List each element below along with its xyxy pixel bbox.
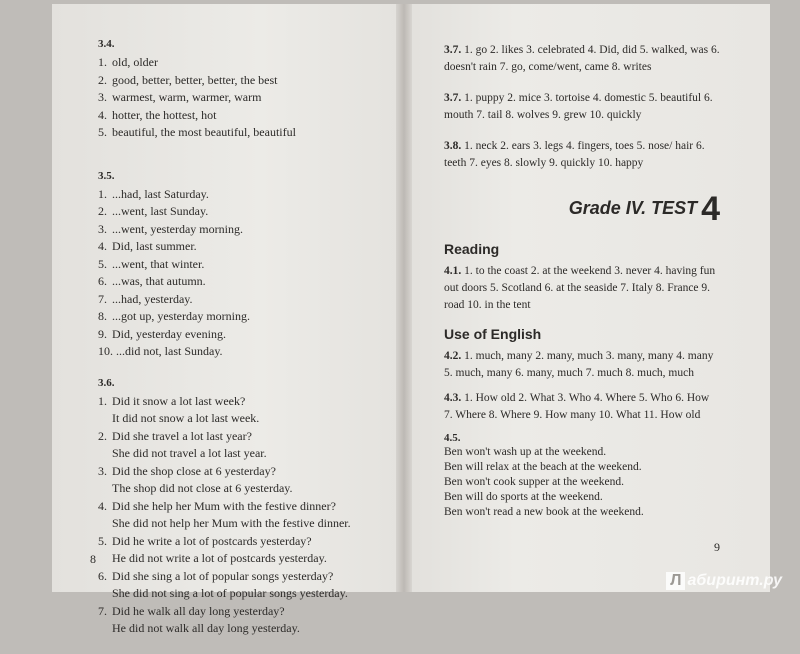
item-number: 3. [98,90,107,104]
item-number: 1. [98,186,107,201]
item-text: He did not write a lot of postcards yesterday. [112,551,327,565]
list-item [98,603,398,621]
item-text: Did, last summer. [112,239,197,253]
item-number: 10. [98,344,113,358]
list-item [98,480,398,498]
list-item [98,308,398,326]
item-number: 3. [98,221,107,236]
list-item [98,54,398,72]
exercise-3-4 [98,38,398,142]
exercise-4-2: 4.2. 1. much, many 2. many, much 3. many, many 4. many 5. much, many 6. many, much 7. much 8. much, much [444,350,714,379]
list-item [98,221,398,239]
item-text: ...went, that winter. [112,256,205,271]
list-item [98,326,398,344]
item-text: ...did not, last Sunday. [116,344,223,358]
exercise-3-5 [98,170,398,361]
item-text: ...got up, yesterday morning. [112,309,250,323]
item-number: 5. [98,533,107,548]
item-number: 2. [98,204,107,218]
item-text: old, older [112,55,158,69]
list-item [98,533,398,551]
list-item [98,568,398,586]
answer-line: Ben will do sports at the weekend. [444,491,603,503]
item-text: Did, yesterday evening. [112,326,226,341]
item-text: ...went, yesterday morning. [112,221,243,236]
item-text: warmest, warm, warmer, warm [112,90,262,104]
item-text: She did not travel a lot last year. [112,446,267,460]
item-number: 1. [98,393,107,408]
list-item [98,89,398,107]
list-item [98,498,398,516]
answer-list [98,186,398,361]
use-of-english-heading: Use of English [444,326,542,342]
list-item [98,393,398,411]
exercise-3-8: 3.8. 1. neck 2. ears 3. legs 4. fingers, toes 5. nose/ hair 6. teeth 7. eyes 8. slowly 9. quickly 10. happy [444,140,705,169]
item-text: hotter, the hottest, hot [112,107,217,122]
item-text: She did not sing a lot of popular songs yesterday. [112,586,348,600]
test-heading: Grade IV. TEST 4 [568,190,720,228]
answer-line: Ben will relax at the beach at the weekend. [444,461,642,473]
item-number: 4. [98,107,107,122]
exercise-3-7b: 3.7. 1. puppy 2. mice 3. tortoise 4. domestic 5. beautiful 6. mouth 7. tail 8. wolves 9. grew 10. quickly [444,92,713,121]
watermark-logo: Л абиринт.ру [666,572,782,590]
item-number: 2. [98,72,107,87]
item-number: 5. [98,125,107,139]
list-item [98,410,398,428]
exercise-4-3: 4.3. 1. How old 2. What 3. Who 4. Where 5. Who 6. How 7. Where 8. Where 9. How many 10. What 11. How old [444,392,710,421]
item-number: 3. [98,463,107,478]
item-text: beautiful, the most beautiful, beautiful [112,125,296,139]
list-item [98,343,398,361]
item-number: 2. [98,428,107,443]
item-text: ...went, last Sunday. [112,204,209,218]
item-number: 6. [98,274,107,288]
list-item [98,291,398,309]
list-item [98,72,398,90]
item-text: Did he walk all day long yesterday? [112,603,285,618]
list-item [98,124,398,142]
list-item [98,550,398,568]
item-text: ...had, yesterday. [112,291,193,306]
exercise-3-7a: 3.7. 1. go 2. likes 3. celebrated 4. Did, did 5. walked, was 6. doesn't rain 7. go, come/went, came 8. writes [444,44,720,73]
answer-list [98,393,398,638]
item-number: 7. [98,291,107,306]
book-gutter [396,4,412,592]
item-number: 1. [98,55,107,69]
item-text: She did not help her Mum with the festive dinner. [112,516,351,530]
item-text: good, better, better, better, the best [112,72,278,87]
right-page-content [444,42,720,520]
item-number: 6. [98,568,107,583]
list-item [98,428,398,446]
exercise-number: 3.5. [98,169,115,182]
item-text: He did not walk all day long yesterday. [112,621,300,635]
exercise-number: 3.6. [98,376,115,389]
item-number: 8. [98,309,107,323]
answer-line: Ben won't read a new book at the weekend. [444,506,644,518]
reading-heading: Reading [444,241,500,257]
item-number: 7. [98,603,107,618]
exercise-3-6 [98,377,398,638]
list-item [98,445,398,463]
page-number-right: 9 [714,540,720,554]
list-item [98,463,398,481]
list-item [98,238,398,256]
item-number: 5. [98,256,107,271]
list-item [98,256,398,274]
item-text: ...was, that autumn. [112,274,206,288]
list-item [98,186,398,204]
item-number: 4. [98,498,107,513]
item-text: Did the shop close at 6 yesterday? [112,463,276,478]
list-item [98,620,398,638]
exercise-4-5 [444,432,720,520]
item-number: 4. [98,239,107,253]
list-item [98,273,398,291]
answer-list [98,54,398,142]
item-text: Did it snow a lot last week? [112,393,246,408]
item-text: ...had, last Saturday. [112,186,209,201]
page-number-left: 8 [90,552,96,566]
item-text: Did he write a lot of postcards yesterday? [112,533,312,548]
answer-line: Ben won't cook supper at the weekend. [444,476,624,488]
exercise-number: 3.4. [98,38,115,50]
item-text: Did she help her Mum with the festive dinner? [112,498,336,513]
item-text: Did she sing a lot of popular songs yesterday? [112,568,334,583]
answer-line: Ben won't wash up at the weekend. [444,446,607,458]
list-item [98,515,398,533]
answer-lines [444,445,720,520]
list-item [98,107,398,125]
item-text: The shop did not close at 6 yesterday. [112,481,293,495]
list-item [98,203,398,221]
item-text: Did she travel a lot last year? [112,428,252,443]
exercise-4-1: 4.1. 1. to the coast 2. at the weekend 3. never 4. having fun out doors 5. Scotland 6. at the seaside 7. Italy 8. France 9. road 10. in the tent [444,265,716,311]
left-page-content [98,38,398,654]
item-number: 9. [98,326,107,341]
exercise-number: 4.5. [444,432,461,444]
item-text: It did not snow a lot last week. [112,411,260,425]
